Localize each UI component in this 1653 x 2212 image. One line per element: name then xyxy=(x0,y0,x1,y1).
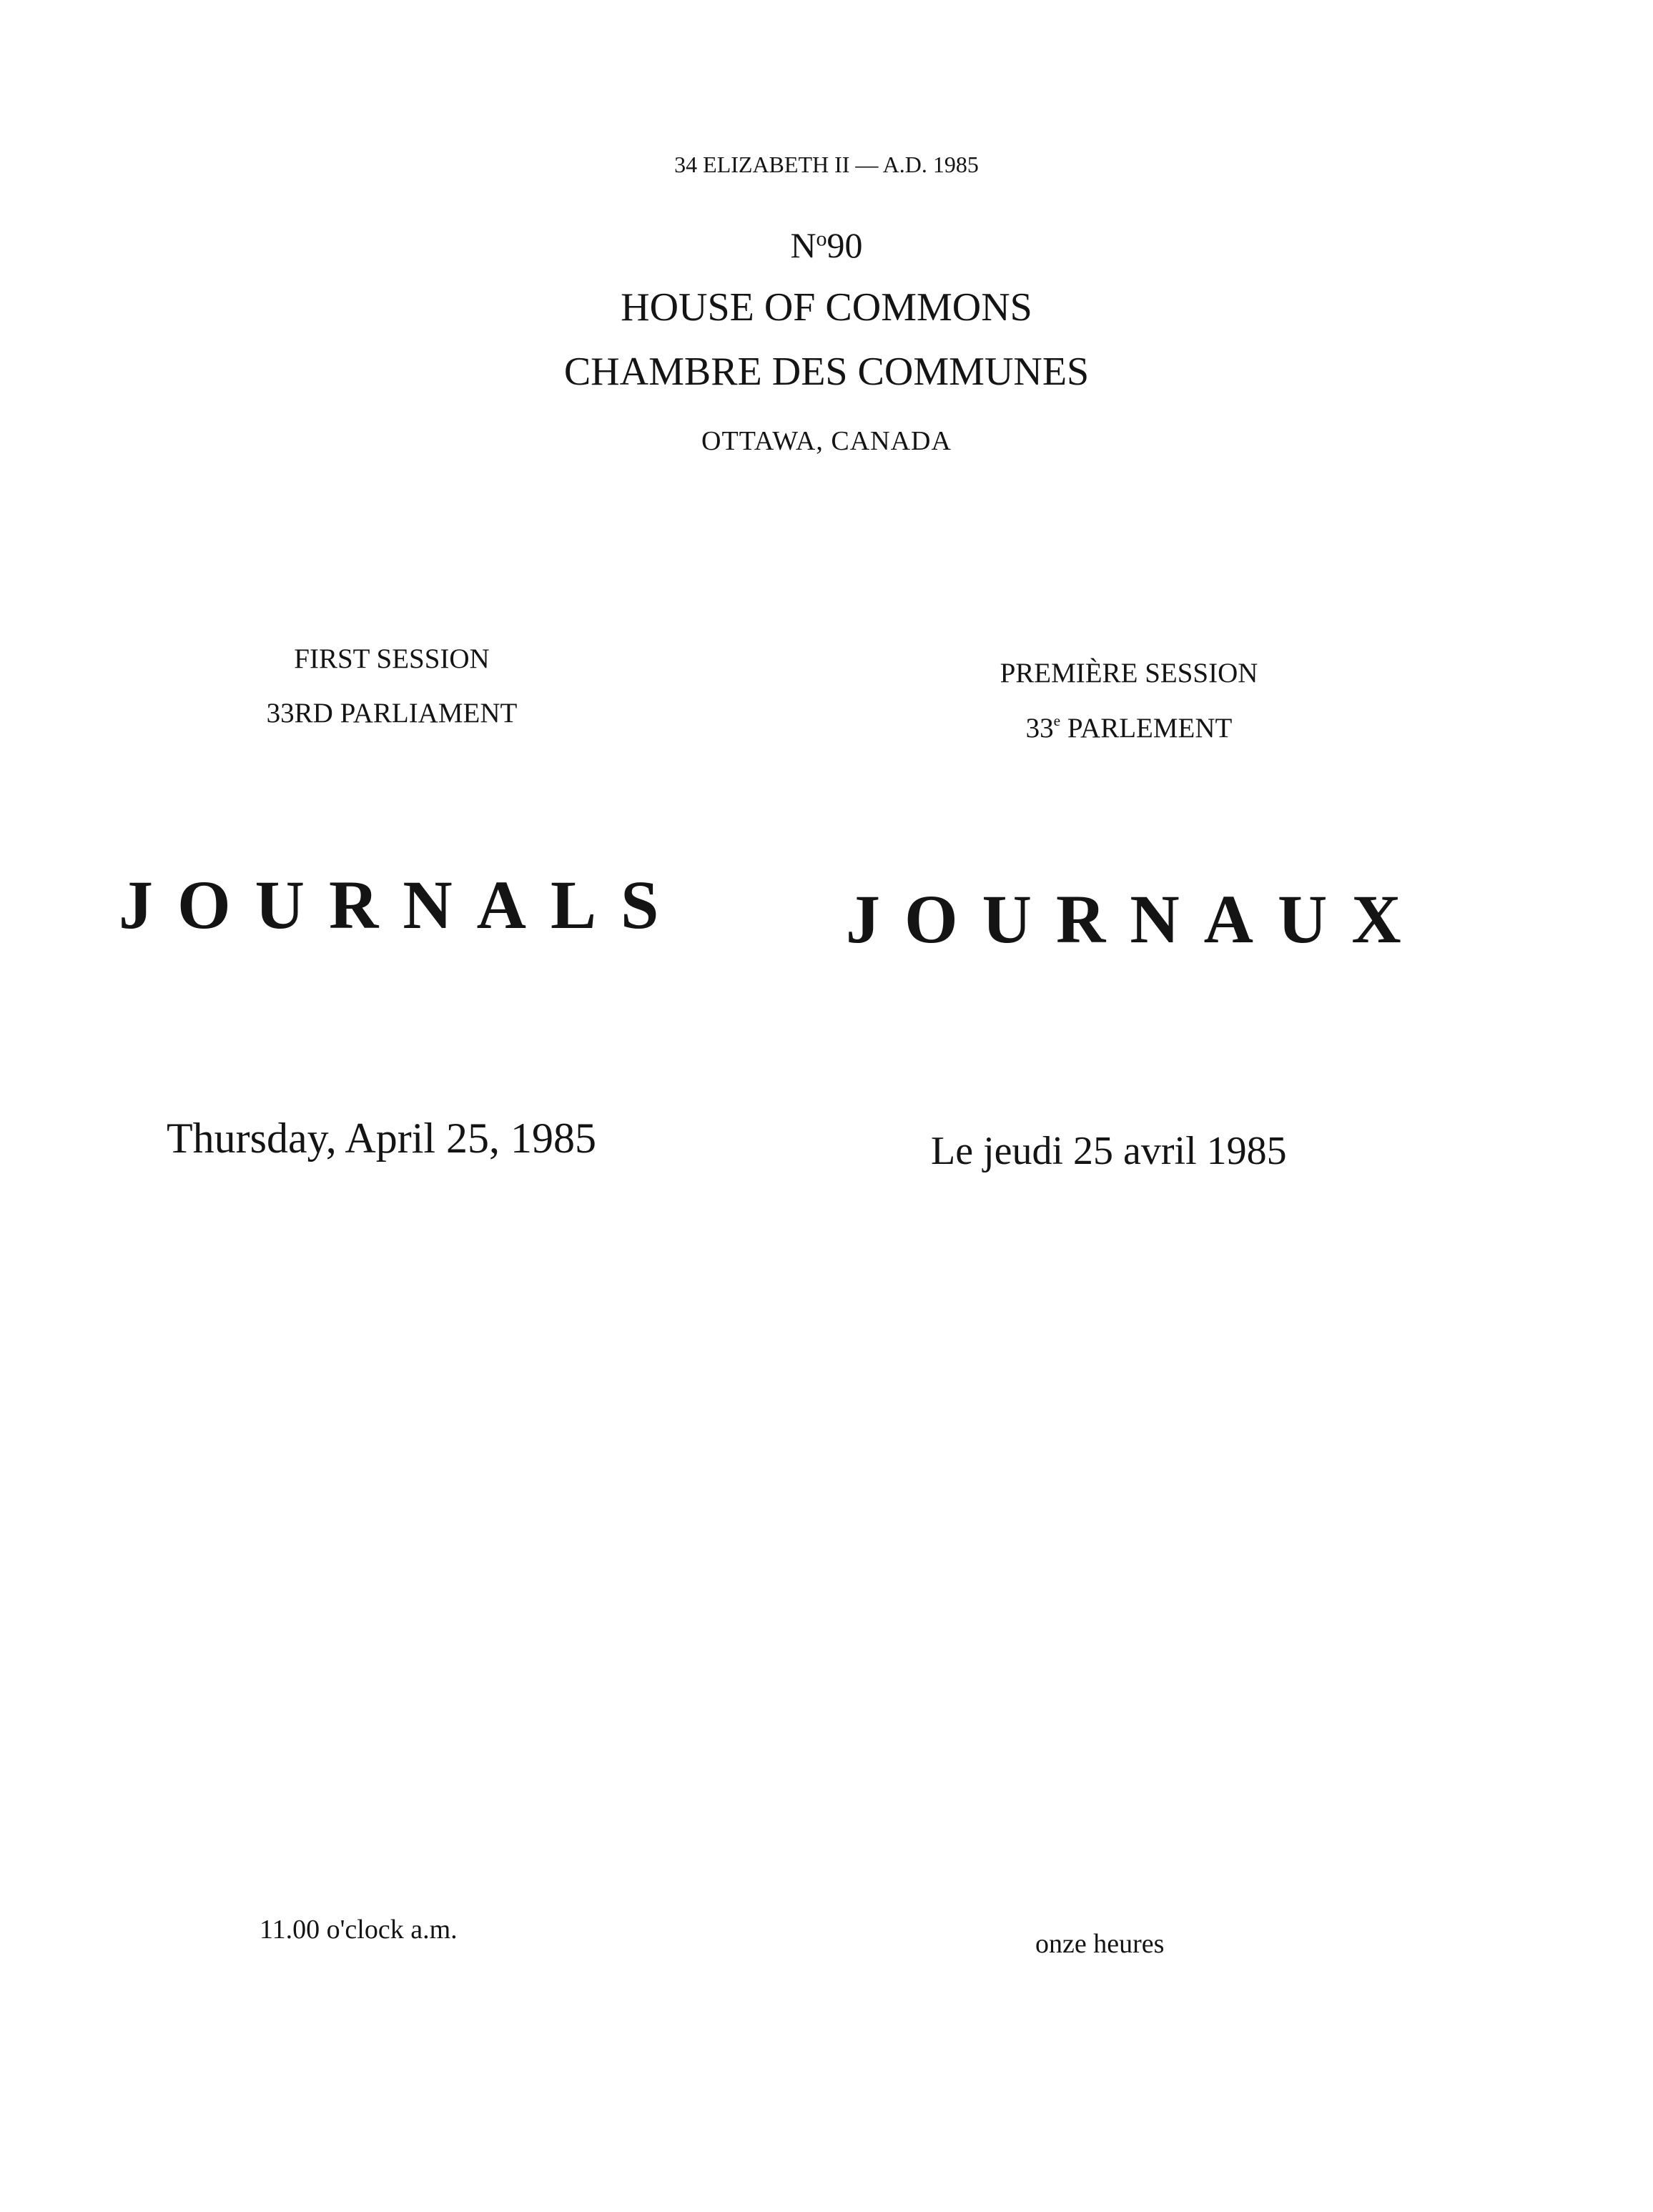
issue-number-value: 90 xyxy=(826,225,863,265)
sitting-time-french: onze heures xyxy=(1035,1929,1165,1959)
issue-number xyxy=(0,227,1653,263)
parliament-french-superscript: e xyxy=(1053,712,1061,729)
journals-title: JOURNALS xyxy=(119,866,684,943)
parliament-french xyxy=(1026,714,1233,742)
parliament-english: 33RD PARLIAMENT xyxy=(266,698,518,729)
house-title-english: HOUSE OF COMMONS xyxy=(621,285,1032,330)
parliament-french-number: 33 xyxy=(1025,713,1054,744)
location: OTTAWA, CANADA xyxy=(701,426,952,456)
session-french: PREMIÈRE SESSION xyxy=(1000,658,1258,688)
date-french: Le jeudi 25 avril 1985 xyxy=(931,1129,1287,1173)
issue-number-prefix: N xyxy=(790,225,816,265)
house-title-french: CHAMBRE DES COMMUNES xyxy=(563,350,1090,394)
regnal-year: 34 ELIZABETH II — A.D. 1985 xyxy=(674,152,979,177)
journaux-title: JOURNAUX xyxy=(846,881,1426,957)
parliament-french-word: PARLEMENT xyxy=(1067,713,1233,744)
sitting-time-english: 11.00 o'clock a.m. xyxy=(260,1915,458,1945)
session-english: FIRST SESSION xyxy=(294,643,490,674)
date-english: Thursday, April 25, 1985 xyxy=(167,1115,597,1162)
issue-number-superscript: o xyxy=(816,227,827,251)
